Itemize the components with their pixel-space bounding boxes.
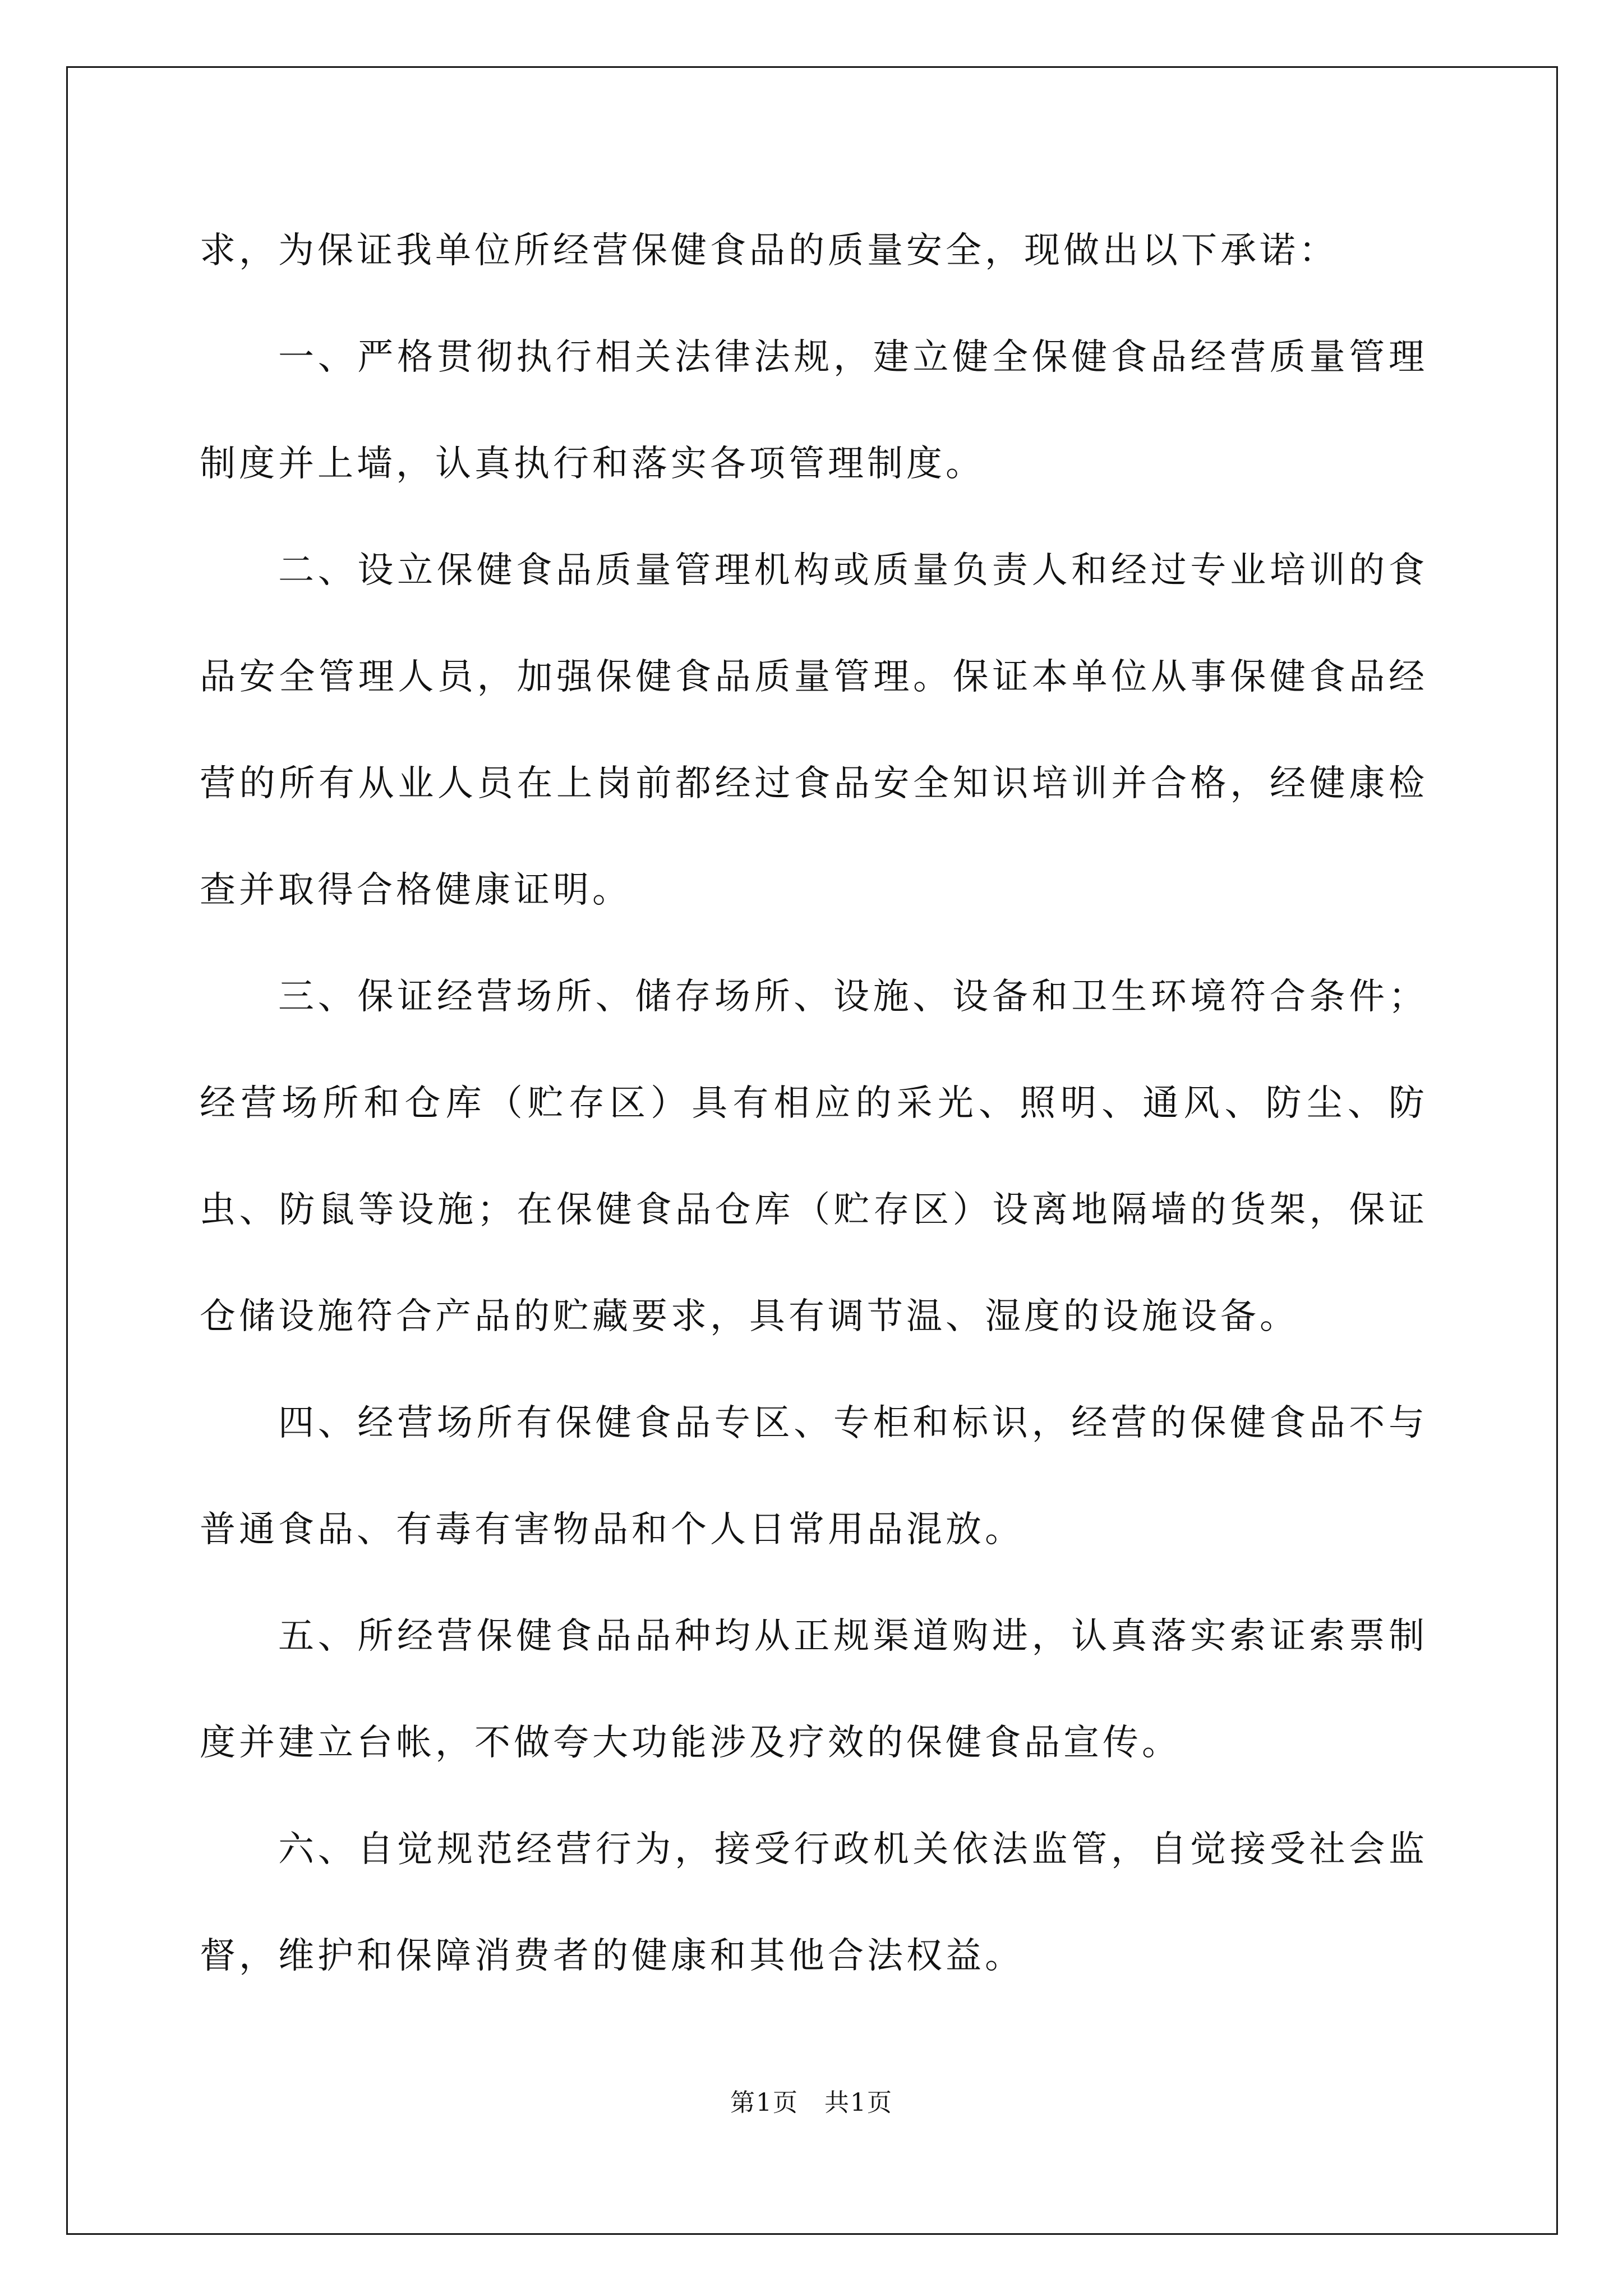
page-number-footer: 第1页 共1页 [730, 2088, 893, 2117]
paragraph-item-5: 五、所经营保健食品品种均从正规渠道购进，认真落实索证索票制度并建立台帐，不做夸大功能涉及疗效的保健食品宣传。 [200, 1616, 1428, 1764]
document-body [200, 197, 1428, 2009]
paragraph-item-4: 四、经营场所有保健食品专区、专柜和标识，经营的保健食品不与普通食品、有毒有害物品和个人日常用品混放。 [200, 1402, 1428, 1550]
paragraph-item-2: 二、设立保健食品质量管理机构或质量负责人和经过专业培训的食品安全管理人员，加强保健食品质量管理。保证本单位从事保健食品经营的所有从业人员在上岗前都经过食品安全知识培训并合格，经健康检查并取得合格健康证明。 [200, 550, 1428, 911]
paragraph-item-1: 一、严格贯彻执行相关法律法规，建立健全保健食品经营质量管理制度并上墙，认真执行和落实各项管理制度。 [200, 337, 1428, 485]
paragraph-item-3: 三、保证经营场所、储存场所、设施、设备和卫生环境符合条件；经营场所和仓库（贮存区）具有相应的采光、照明、通风、防尘、防虫、防鼠等设施；在保健食品仓库（贮存区）设离地隔墙的货架，保证仓储设施符合产品的贮藏要求，具有调节温、湿度的设施设备。 [200, 976, 1428, 1337]
paragraph-intro: 求，为保证我单位所经营保健食品的质量安全，现做出以下承诺： [200, 230, 1338, 272]
paragraph-item-6: 六、自觉规范经营行为，接受行政机关依法监管，自觉接受社会监督，维护和保障消费者的健康和其他合法权益。 [200, 1829, 1428, 1977]
